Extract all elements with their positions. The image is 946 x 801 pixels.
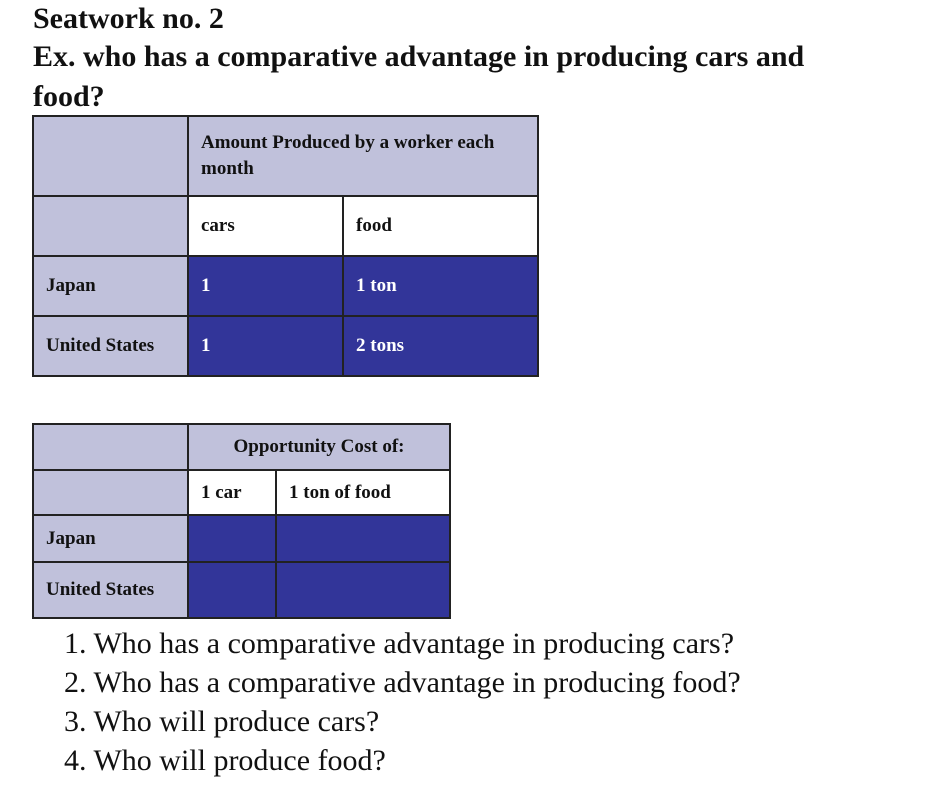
corner-cell: [33, 470, 188, 515]
production-table-header: [188, 116, 538, 196]
production-table: [32, 115, 539, 377]
page-title: Seatwork no. 2: [33, 2, 224, 35]
column-header-1-ton-of-food: 1 ton of food: [276, 470, 450, 515]
question-prompt-line-1: Ex. who has a comparative advantage in producing cars and: [33, 40, 805, 73]
list-item: 3. Who will produce cars?: [64, 705, 380, 738]
opportunity-cost-table: [32, 423, 451, 619]
us-food-value: 2 tons: [343, 316, 538, 376]
table-row: [33, 256, 538, 316]
corner-cell: [33, 424, 188, 470]
table-row: [33, 196, 538, 256]
table-row: [33, 424, 450, 470]
question-list: [64, 624, 741, 780]
opportunity-cost-header: Opportunity Cost of:: [188, 424, 450, 470]
japan-food-opportunity-cost: [276, 515, 450, 562]
japan-cars-value: 1: [188, 256, 343, 316]
corner-cell: [33, 196, 188, 256]
japan-car-opportunity-cost: [188, 515, 276, 562]
table-row: [33, 562, 450, 618]
list-item: 1. Who has a comparative advantage in producing cars?: [64, 627, 735, 660]
table-row: [33, 515, 450, 562]
table-row: [33, 116, 538, 196]
japan-food-value: 1 ton: [343, 256, 538, 316]
row-label-united-states: United States: [33, 562, 188, 618]
column-header-cars: cars: [188, 196, 343, 256]
column-header-1-car: 1 car: [188, 470, 276, 515]
row-label-united-states: United States: [33, 316, 188, 376]
table-row: [33, 316, 538, 376]
us-food-opportunity-cost: [276, 562, 450, 618]
us-cars-value: 1: [188, 316, 343, 376]
list-item: 4. Who will produce food?: [64, 744, 386, 777]
us-car-opportunity-cost: [188, 562, 276, 618]
column-header-food: food: [343, 196, 538, 256]
row-label-japan: Japan: [33, 256, 188, 316]
corner-cell: [33, 116, 188, 196]
production-table-header-text: Amount Produced by a worker each month: [201, 132, 495, 179]
table-row: [33, 470, 450, 515]
row-label-japan: Japan: [33, 515, 188, 562]
question-prompt-line-2: food?: [33, 80, 105, 113]
list-item: 2. Who has a comparative advantage in producing food?: [64, 666, 741, 699]
